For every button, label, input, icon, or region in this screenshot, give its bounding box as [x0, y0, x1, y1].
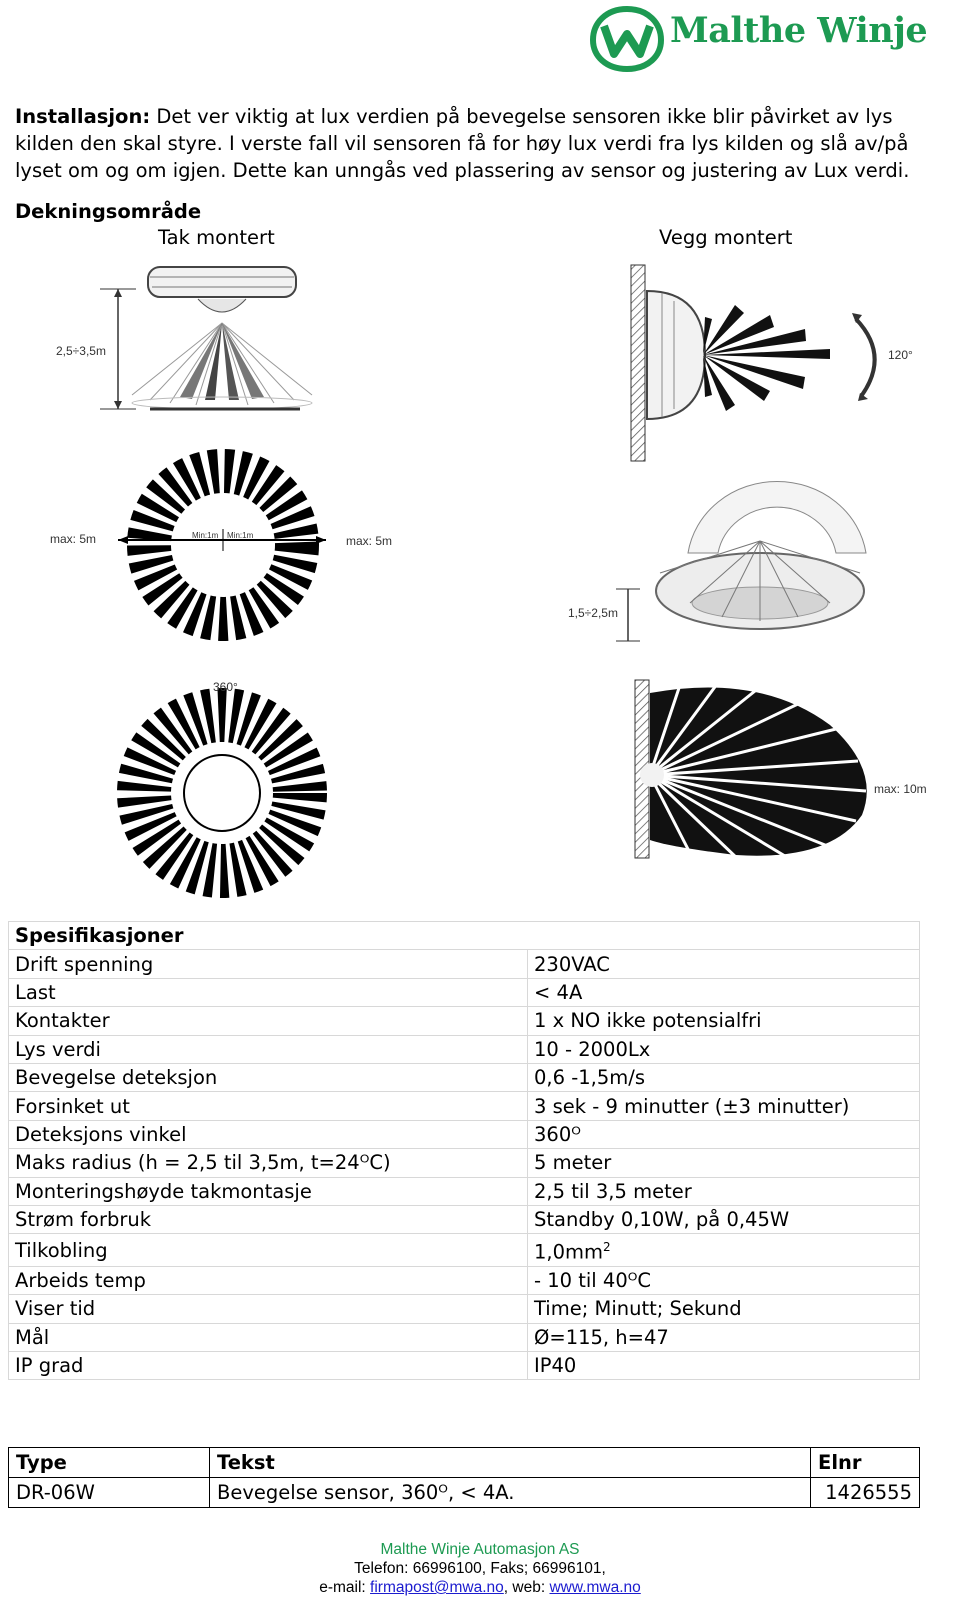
min-right-label: Min:1m	[227, 531, 254, 540]
spec-row	[9, 1323, 920, 1351]
spec-row	[9, 1234, 920, 1267]
spec-value: 1 x NO ikke potensialfri	[528, 1007, 920, 1035]
installation-text: Det ver viktig at lux verdien på bevegelse sensoren ikke blir påvirket av lys kilden den skal styre. I verste fall vil sensoren få for høy lux verdi fra lys kilden og slå av/på lyset om og om igjen. Dette kan unngås ved plassering av sensor og justering av Lux verdi.	[15, 105, 910, 182]
ceiling-top-view	[50, 471, 392, 619]
spec-value: IP40	[528, 1351, 920, 1379]
max-left-label: max: 5m	[50, 532, 97, 546]
header-text: Tekst	[210, 1448, 811, 1478]
spec-key: Arbeids temp	[9, 1266, 528, 1294]
spec-row	[9, 978, 920, 1006]
order-header-row	[9, 1448, 920, 1478]
footer-email-label: e-mail:	[319, 1579, 371, 1596]
spec-title: Spesifikasjoner	[9, 922, 920, 950]
spec-value: < 4A	[528, 978, 920, 1006]
installation-paragraph	[15, 103, 940, 184]
spec-value: 1,0mm	[534, 1240, 604, 1264]
spec-value: 3 sek - 9 minutter (±3 minutter)	[528, 1092, 920, 1120]
spec-row	[9, 1295, 920, 1323]
spec-value: 10 - 2000Lx	[528, 1035, 920, 1063]
spec-value: - 10 til 40ᴼC	[528, 1266, 920, 1294]
website-link[interactable]: www.mwa.no	[549, 1579, 641, 1596]
spec-value: 2,5 til 3,5 meter	[528, 1177, 920, 1205]
footer-contact	[0, 1578, 960, 1597]
spec-value-cell	[528, 1234, 920, 1267]
product-text: Bevegelse sensor, 360ᴼ, < 4A.	[210, 1478, 811, 1508]
spec-title-row	[9, 922, 920, 950]
spec-row	[9, 1063, 920, 1091]
spec-key: Kontakter	[9, 1007, 528, 1035]
spec-key: Lys verdi	[9, 1035, 528, 1063]
ceiling-mounted-label: Tak montert	[158, 226, 275, 249]
wall-mounted-label: Vegg montert	[659, 226, 793, 249]
spec-value: 230VAC	[528, 950, 920, 978]
malthe-winje-logo-icon	[590, 6, 664, 72]
header-elnr: Elnr	[811, 1448, 920, 1478]
spec-row	[9, 1149, 920, 1177]
product-order-table	[8, 1447, 920, 1508]
spec-key: Monteringshøyde takmontasje	[9, 1177, 528, 1205]
spec-value: Ø=115, h=47	[528, 1323, 920, 1351]
spec-key: Strøm forbruk	[9, 1205, 528, 1233]
max-right-label: max: 5m	[346, 534, 393, 548]
spec-key: Bevegelse deteksjon	[9, 1063, 528, 1091]
specifications-table	[8, 921, 920, 1380]
spec-row	[9, 1351, 920, 1379]
brand-name: Malthe Winje	[670, 10, 928, 51]
email-link[interactable]: firmapost@mwa.no	[370, 1579, 504, 1596]
spec-key: Viser tid	[9, 1295, 528, 1323]
order-row	[9, 1478, 920, 1508]
product-type: DR-06W	[9, 1478, 210, 1508]
footer-company: Malthe Winje Automasjon AS	[380, 1541, 580, 1558]
spec-key: IP grad	[9, 1351, 528, 1379]
spec-row	[9, 1092, 920, 1120]
ceiling-side-view	[56, 267, 312, 409]
spec-key: Last	[9, 978, 528, 1006]
installation-lead: Installasjon:	[15, 105, 151, 128]
ceiling-360-view	[144, 680, 300, 871]
brand-logo	[590, 6, 930, 72]
spec-value: 0,6 -1,5m/s	[528, 1063, 920, 1091]
spec-value-superscript: 2	[603, 1240, 611, 1255]
spec-key: Deteksjons vinkel	[9, 1120, 528, 1148]
coverage-figures	[0, 255, 960, 905]
footer-phones: Telefon: 66996100, Faks; 66996101,	[354, 1560, 606, 1577]
wall-perspective-view	[568, 481, 866, 641]
spec-value: Time; Minutt; Sekund	[528, 1295, 920, 1323]
footer-web-label: , web:	[503, 1579, 550, 1596]
spec-row	[9, 1007, 920, 1035]
spec-row	[9, 1035, 920, 1063]
footer	[0, 1540, 960, 1597]
spec-row	[9, 950, 920, 978]
wall-fan-view	[635, 680, 927, 861]
max-wall-label: max: 10m	[874, 782, 927, 796]
spec-value: Standby 0,10W, på 0,45W	[528, 1205, 920, 1233]
spec-value: 360ᴼ	[528, 1120, 920, 1148]
spec-key: Forsinket ut	[9, 1092, 528, 1120]
spec-row	[9, 1205, 920, 1233]
wall-angle-label: 120°	[888, 348, 913, 362]
spec-row	[9, 1120, 920, 1148]
header-type: Type	[9, 1448, 210, 1478]
min-left-label: Min:1m	[192, 531, 219, 540]
coverage-heading: Dekningsområde	[15, 200, 202, 223]
spec-key: Maks radius (h = 2,5 til 3,5m, t=24ᴼC)	[9, 1149, 528, 1177]
spec-key: Mål	[9, 1323, 528, 1351]
ceiling-height-label: 2,5÷3,5m	[56, 344, 106, 358]
product-elnr: 1426555	[811, 1478, 920, 1508]
spec-value: 5 meter	[528, 1149, 920, 1177]
spec-key: Tilkobling	[9, 1234, 528, 1267]
spec-row	[9, 1177, 920, 1205]
wall-side-view	[631, 265, 913, 461]
spec-row	[9, 1266, 920, 1294]
wall-height-label: 1,5÷2,5m	[568, 606, 618, 620]
deg-360-label: 360°	[213, 680, 238, 694]
spec-key: Drift spenning	[9, 950, 528, 978]
